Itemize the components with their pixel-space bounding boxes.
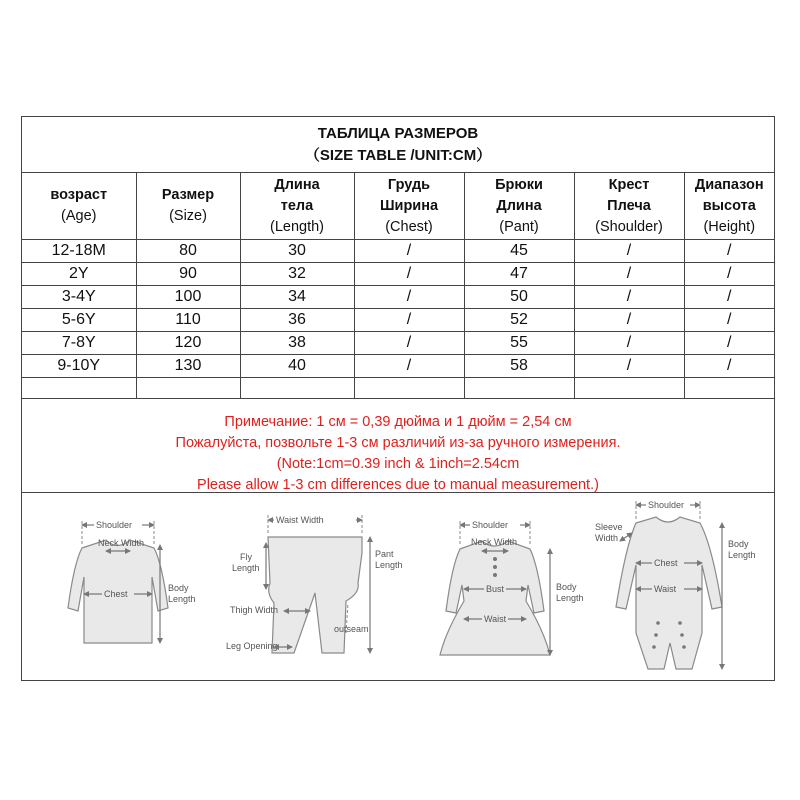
column-header-title: возраст: [50, 187, 108, 203]
table-cell: /: [574, 332, 684, 355]
table-title: ТАБЛИЦА РАЗМЕРОВ: [317, 124, 479, 142]
column-header-title: высота: [702, 197, 756, 214]
label-pant-length: Length: [375, 560, 403, 570]
table-cell: 80: [136, 240, 240, 263]
table-empty-row: [22, 378, 774, 399]
table-cell: 58: [464, 355, 574, 378]
table-cell: 50: [464, 286, 574, 309]
column-header-english: (Shoulder): [595, 218, 663, 235]
column-header-title: Крест: [608, 176, 650, 193]
label-body: Body: [728, 539, 749, 549]
table-cell: /: [684, 332, 774, 355]
label-fly: Fly: [240, 552, 252, 562]
table-cell: 52: [464, 309, 574, 332]
label-waist: Waist: [654, 584, 677, 594]
table-cell: /: [354, 240, 464, 263]
label-sleeve-width: Width: [595, 533, 619, 543]
column-header-english: (Age): [61, 208, 97, 224]
table-cell: 120: [136, 332, 240, 355]
label-chest: Chest: [654, 558, 678, 568]
column-header-title: Брюки: [495, 176, 543, 193]
table-cell: 90: [136, 263, 240, 286]
table-cell: 38: [240, 332, 354, 355]
label-body: Body: [168, 583, 189, 593]
label-chest: Chest: [104, 589, 128, 599]
table-cell: /: [684, 240, 774, 263]
table-cell: 30: [240, 240, 354, 263]
table-row: [22, 332, 774, 355]
romper-diagram: [595, 500, 756, 669]
column-header-title: Длина: [496, 197, 542, 214]
column-header: [354, 173, 464, 240]
table-cell: 5-6Y: [22, 309, 136, 332]
table-cell: /: [574, 355, 684, 378]
label-bust: Bust: [486, 584, 505, 594]
label-outseam: outseam: [334, 624, 369, 634]
size-table: [22, 117, 774, 399]
table-cell: /: [574, 263, 684, 286]
table-cell: /: [354, 286, 464, 309]
table-cell: 110: [136, 309, 240, 332]
label-shoulder: Shoulder: [472, 520, 509, 530]
label-waist: Waist: [484, 614, 507, 624]
table-cell: 32: [240, 263, 354, 286]
column-header: [136, 173, 240, 240]
column-header-title: Размер: [161, 187, 215, 203]
label-body: Body: [556, 582, 577, 592]
label-leg-opening: Leg Opening: [226, 641, 278, 651]
table-row: [22, 263, 774, 286]
note-line-3: (Note:1cm=0.39 inch & 1inch=2.54cm: [276, 456, 520, 472]
dress-diagram: [440, 520, 584, 655]
table-cell: 2Y: [22, 263, 136, 286]
table-cell: 100: [136, 286, 240, 309]
column-header-title: Диапазон: [694, 176, 764, 193]
column-header-english: (Height): [703, 218, 756, 235]
table-row: [22, 355, 774, 378]
pants-diagram: [226, 515, 403, 653]
table-cell: /: [684, 355, 774, 378]
label-waist-width: Waist Width: [276, 515, 324, 525]
column-header: [464, 173, 574, 240]
table-cell: /: [354, 332, 464, 355]
table-cell: 3-4Y: [22, 286, 136, 309]
column-header-english: (Pant): [499, 218, 539, 235]
table-row: [22, 240, 774, 263]
column-header: [22, 173, 136, 240]
column-header-title: тела: [280, 197, 314, 214]
pants-icon: [268, 537, 362, 653]
table-row: [22, 309, 774, 332]
label-sleeve: Sleeve: [595, 522, 623, 532]
label-length: Length: [168, 594, 196, 604]
column-header-title: Длина: [274, 176, 320, 193]
table-cell: 36: [240, 309, 354, 332]
table-cell: /: [354, 355, 464, 378]
column-header-title: Грудь: [387, 176, 431, 193]
column-header-english: (Length): [269, 218, 324, 235]
table-cell: /: [684, 263, 774, 286]
column-header-english: (Size): [169, 208, 207, 224]
table-cell: /: [354, 309, 464, 332]
label-shoulder: Shoulder: [96, 520, 133, 530]
table-cell: 47: [464, 263, 574, 286]
table-cell: /: [574, 240, 684, 263]
label-shoulder: Shoulder: [648, 500, 685, 510]
note-line-2: Пожалуйста, позвольте 1-3 см различий из-за ручного измерения.: [175, 435, 621, 451]
column-header: [240, 173, 354, 240]
measurement-diagrams: [22, 493, 774, 680]
column-header: [684, 173, 774, 240]
table-cell: /: [574, 309, 684, 332]
table-title-cell: [22, 117, 774, 173]
label-pant: Pant: [375, 549, 394, 559]
label-length: Length: [556, 593, 584, 603]
table-cell: /: [354, 263, 464, 286]
shirt-diagram: [68, 520, 196, 643]
table-cell: 12-18M: [22, 240, 136, 263]
table-row: [22, 286, 774, 309]
table-cell: 9-10Y: [22, 355, 136, 378]
column-header-title: Плеча: [607, 197, 651, 214]
label-thigh-width: Thigh Width: [230, 605, 279, 615]
table-cell: 34: [240, 286, 354, 309]
table-cell: /: [684, 309, 774, 332]
note-line-1: Примечание: 1 см = 0,39 дюйма и 1 дюйм = 2,54 см: [224, 414, 572, 430]
label-neck-width: Neck Width: [98, 538, 145, 548]
table-subtitle: （SIZE TABLE /UNIT:CM）: [304, 146, 492, 164]
label-neck-width: Neck Width: [471, 537, 518, 547]
table-cell: /: [574, 286, 684, 309]
label-fly-length: Length: [232, 563, 260, 573]
table-cell: 45: [464, 240, 574, 263]
size-chart: [21, 116, 775, 681]
table-cell: 55: [464, 332, 574, 355]
column-header-title: Ширина: [379, 197, 439, 214]
label-length: Length: [728, 550, 756, 560]
table-cell: 40: [240, 355, 354, 378]
note-line-4: Please allow 1-3 cm differences due to manual measurement.): [197, 477, 599, 493]
table-cell: 7-8Y: [22, 332, 136, 355]
column-header-english: (Chest): [385, 218, 433, 235]
table-cell: /: [684, 286, 774, 309]
column-header: [574, 173, 684, 240]
table-header-row: [22, 173, 774, 240]
measurement-notes: [22, 409, 774, 493]
table-cell: 130: [136, 355, 240, 378]
